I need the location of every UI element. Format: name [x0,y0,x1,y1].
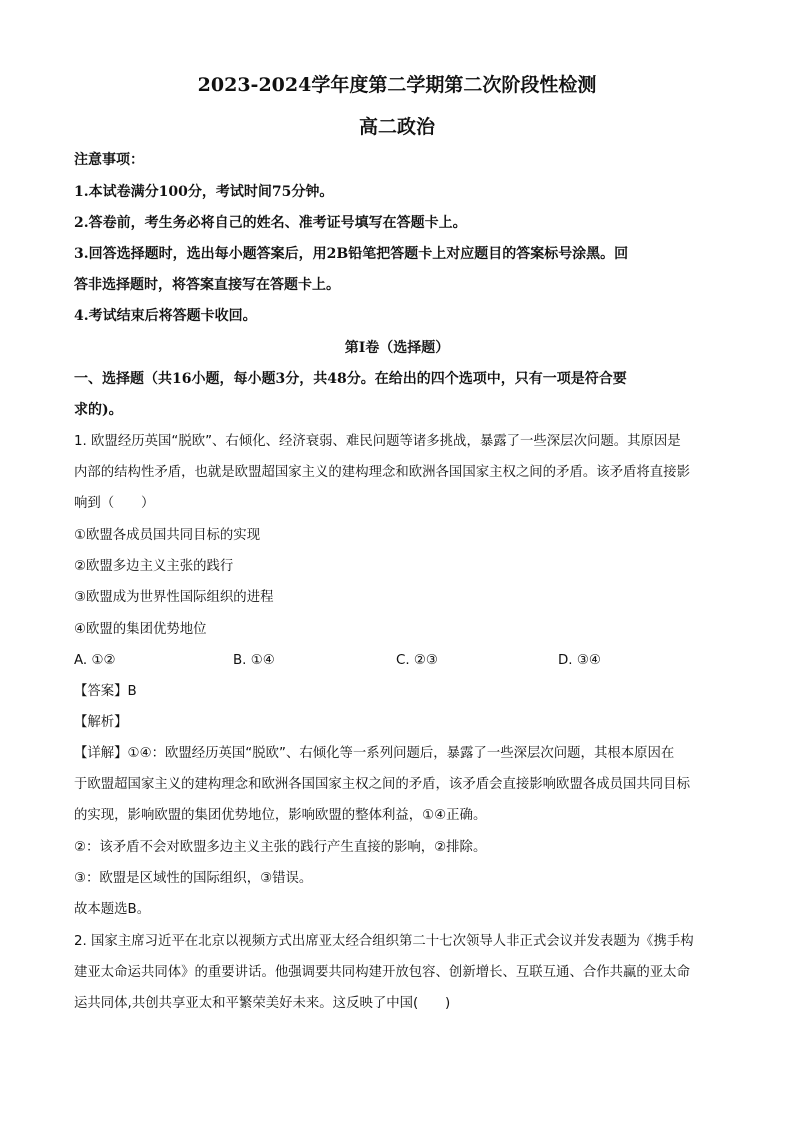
notice-item-4: 4.考试结束后将答题卡收回。 [74,308,257,324]
q1-option-b: B. ①④ [233,653,275,668]
q1-option-d: D. ③④ [558,653,601,668]
q1-explanation-5: ③：欧盟是区域性的国际组织，③错误。 [74,871,313,886]
notice-item-3-cont: 答非选择题时，将答案直接写在答题卡上。 [74,277,340,293]
q1-stem-2: 内部的结构性矛盾，也就是欧盟超国家主义的建构理念和欧洲各国国家主权之间的矛盾。该矛盾将直接影 [74,465,690,480]
notice-item-1: 1.本试卷满分100分，考试时间75分钟。 [74,184,334,200]
q1-statement-4: ④欧盟的集团优势地位 [74,622,207,637]
q1-analysis-label: 【解析】 [74,715,128,730]
q1-statement-1: ①欧盟各成员国共同目标的实现 [74,528,261,543]
q1-explanation-6: 故本题选B。 [74,902,151,917]
q2-stem-1: 2. 国家主席习近平在北京以视频方式出席亚太经合组织第二十七次领导人非正式会议并发表题为《携手构 [74,934,694,949]
notice-item-2: 2.答卷前，考生务必将自己的姓名、准考证号填写在答题卡上。 [74,215,467,231]
q1-statement-2: ②欧盟多边主义主张的践行 [74,559,234,574]
q1-explanation-4: ②：该矛盾不会对欧盟多边主义主张的践行产生直接的影响，②排除。 [74,840,487,855]
exam-title: 2023-2024学年度第二学期第二次阶段性检测 [197,74,597,96]
q1-statement-3: ③欧盟成为世界性国际组织的进程 [74,590,274,605]
q2-stem-2: 建亚太命运共同体》的重要讲话。他强调要共同构建开放包容、创新增长、互联互通、合作共赢的亚太命 [74,965,690,980]
q1-explanation-3: 的实现，影响欧盟的集团优势地位，影响欧盟的整体利益，①④正确。 [74,808,487,823]
q1-stem-1: 1. 欧盟经历英国“脱欧”、右倾化、经济衰弱、难民问题等诸多挑战，暴露了一些深层次问题。其原因是 [74,434,681,449]
q2-stem-3: 运共同体,共创共享亚太和平繁荣美好未来。这反映了中国( ) [74,996,451,1011]
section-instruction-2: 求的)。 [74,402,123,418]
q1-option-a: A. ①② [74,653,116,668]
q1-explanation-2: 于欧盟超国家主义的建构理念和欧洲各国国家主权之间的矛盾，该矛盾会直接影响欧盟各成员国共同目标 [74,777,690,792]
q1-stem-3: 响到（ ） [74,496,155,511]
q1-option-c: C. ②③ [396,653,438,668]
section-instruction-1: 一、选择题（共16小题，每小题3分，共48分。在给出的四个选项中，只有一项是符合要 [74,371,627,387]
q1-explanation-1: 【详解】①④：欧盟经历英国“脱欧”、右倾化等一系列问题后，暴露了一些深层次问题，其根本原因在 [74,746,675,761]
section-title: 第I卷（选择题） [344,340,450,356]
notice-heading: 注意事项： [74,152,144,168]
q1-answer: 【答案】B [74,684,137,699]
notice-item-3: 3.回答选择题时，选出每小题答案后，用2B铅笔把答题卡上对应题目的答案标号涂黑。回 [74,246,629,262]
exam-subject: 高二政治 [358,116,435,138]
